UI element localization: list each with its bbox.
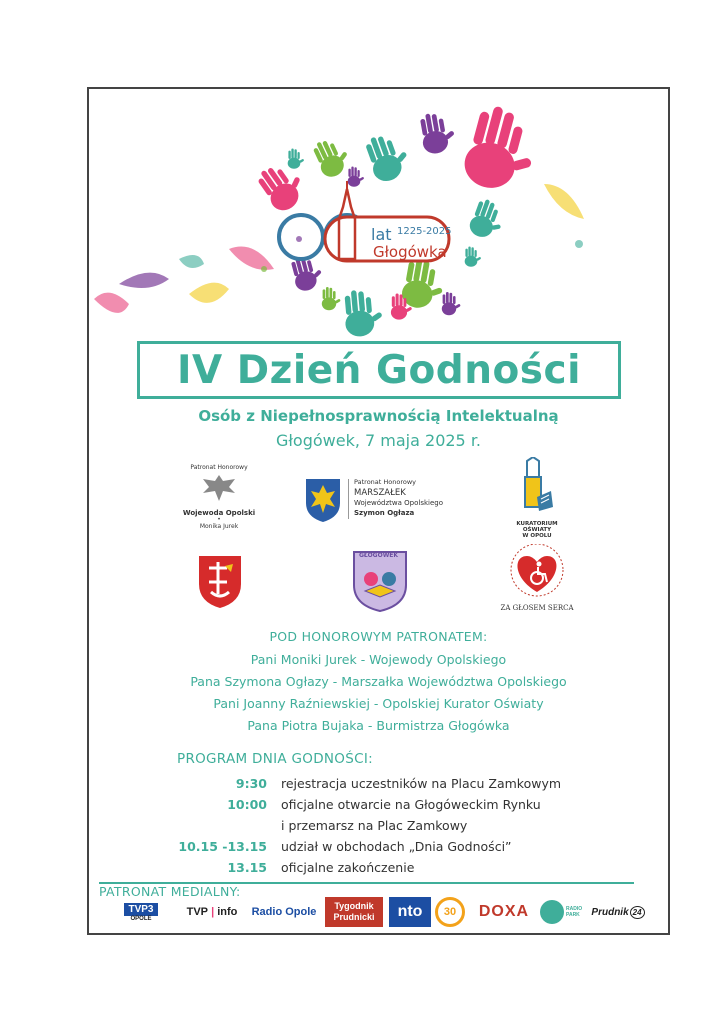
program-heading: PROGRAM DNIA GODNOŚCI: — [177, 751, 373, 767]
patronat-heading: POD HONOROWYM PATRONATEM: — [269, 629, 488, 644]
subtitle: Osób z Niepełnosprawnością Intelektualną — [198, 407, 559, 425]
hand-icon — [362, 128, 414, 185]
program-time: 10:00 — [227, 797, 267, 812]
logo-glogowek-school: GŁOGÓWEK — [351, 549, 409, 613]
logo-radio-opole: Radio Opole — [251, 906, 317, 918]
hand-icon — [310, 133, 354, 180]
hand-icon — [460, 102, 545, 198]
handprints-artwork — [89, 89, 668, 351]
logo-prudnik24: Prudnik 24 — [589, 897, 647, 927]
hand-icon — [418, 110, 458, 156]
program-desc: rejestracja uczestników na Placu Zamkowym — [281, 776, 562, 791]
drop-icon — [189, 283, 229, 303]
hand-icon — [465, 247, 482, 267]
heart-wheelchair-icon — [499, 544, 575, 600]
logo-tvp-info: TVP | info — [186, 906, 238, 918]
logo-tygodnik-prudnicki: Tygodnik Prudnicki — [325, 897, 383, 927]
logo-nto-30: 30 — [435, 897, 465, 927]
hand-icon — [467, 197, 509, 243]
hand-icon — [400, 256, 448, 312]
logo-radio-park: RADIO PARK — [539, 897, 585, 927]
program-desc: udział w obchodach „Dnia Godności” — [281, 839, 512, 854]
poster — [87, 87, 670, 935]
hand-icon — [343, 288, 385, 338]
logo-marszalek: Patronat Honorowy MARSZAŁEK Województwa Opolskiego Szymon Ogłaza — [304, 477, 464, 525]
page-title: IV Dzień Godności — [177, 347, 581, 393]
event-date: Głogówek, 7 maja 2025 r. — [275, 431, 482, 450]
program-time: 10.15 -13.15 — [178, 839, 267, 854]
drop-icon — [94, 293, 129, 313]
glogowek-crest-icon — [197, 554, 243, 610]
drop-icon — [229, 247, 274, 270]
logo-za-glosem-serca: ZA GŁOSEM SERCA — [499, 544, 575, 614]
svg-text:lat: lat — [371, 225, 392, 244]
logo-tvp3: TVP3 OPOLE — [119, 897, 163, 927]
patron-line: Pana Piotra Bujaka - Burmistrza Głogówka — [247, 718, 510, 733]
patron-line: Pana Szymona Ogłazy - Marszałka Województwa Opolskiego — [190, 674, 567, 689]
hand-icon — [322, 287, 341, 310]
program-desc: oficjalne otwarcie na Głogóweckim Rynku — [281, 797, 541, 812]
hand-icon — [442, 292, 461, 315]
patron-line: Pani Moniki Jurek - Wojewody Opolskiego — [250, 652, 507, 667]
logo-doxa: DOXA — [478, 903, 530, 920]
logo-nto: nto — [389, 897, 431, 927]
program-desc: i przemarsz na Plac Zamkowy — [281, 818, 468, 833]
media-heading: PATRONAT MEDIALNY: — [99, 884, 241, 899]
svg-text:1225-2025: 1225-2025 — [397, 226, 452, 237]
drop-icon — [119, 273, 169, 288]
drop-icon — [179, 255, 204, 268]
book-tower-icon — [507, 457, 567, 517]
logo-wojewoda: Patronat Honorowy Wojewoda Opolski • Monika Jurek — [179, 464, 259, 539]
drop-icon — [544, 184, 584, 219]
hand-icon — [348, 167, 365, 187]
title-box — [137, 341, 621, 399]
program-time: 13.15 — [227, 860, 267, 875]
program-time: 9:30 — [235, 776, 267, 791]
coat-of-arms-icon — [304, 477, 342, 523]
logo-kuratorium: KURATORIUM OŚWIATY W OPOLU — [507, 457, 567, 547]
radio-park-icon — [540, 900, 564, 924]
hand-icon — [288, 149, 305, 169]
svg-text:Głogówka: Głogówka — [373, 243, 447, 261]
program-desc: oficjalne zakończenie — [281, 860, 415, 875]
patron-line: Pani Joanny Raźniewskiej - Opolskiej Kurator Oświaty — [213, 696, 544, 711]
eagle-icon — [179, 471, 259, 505]
